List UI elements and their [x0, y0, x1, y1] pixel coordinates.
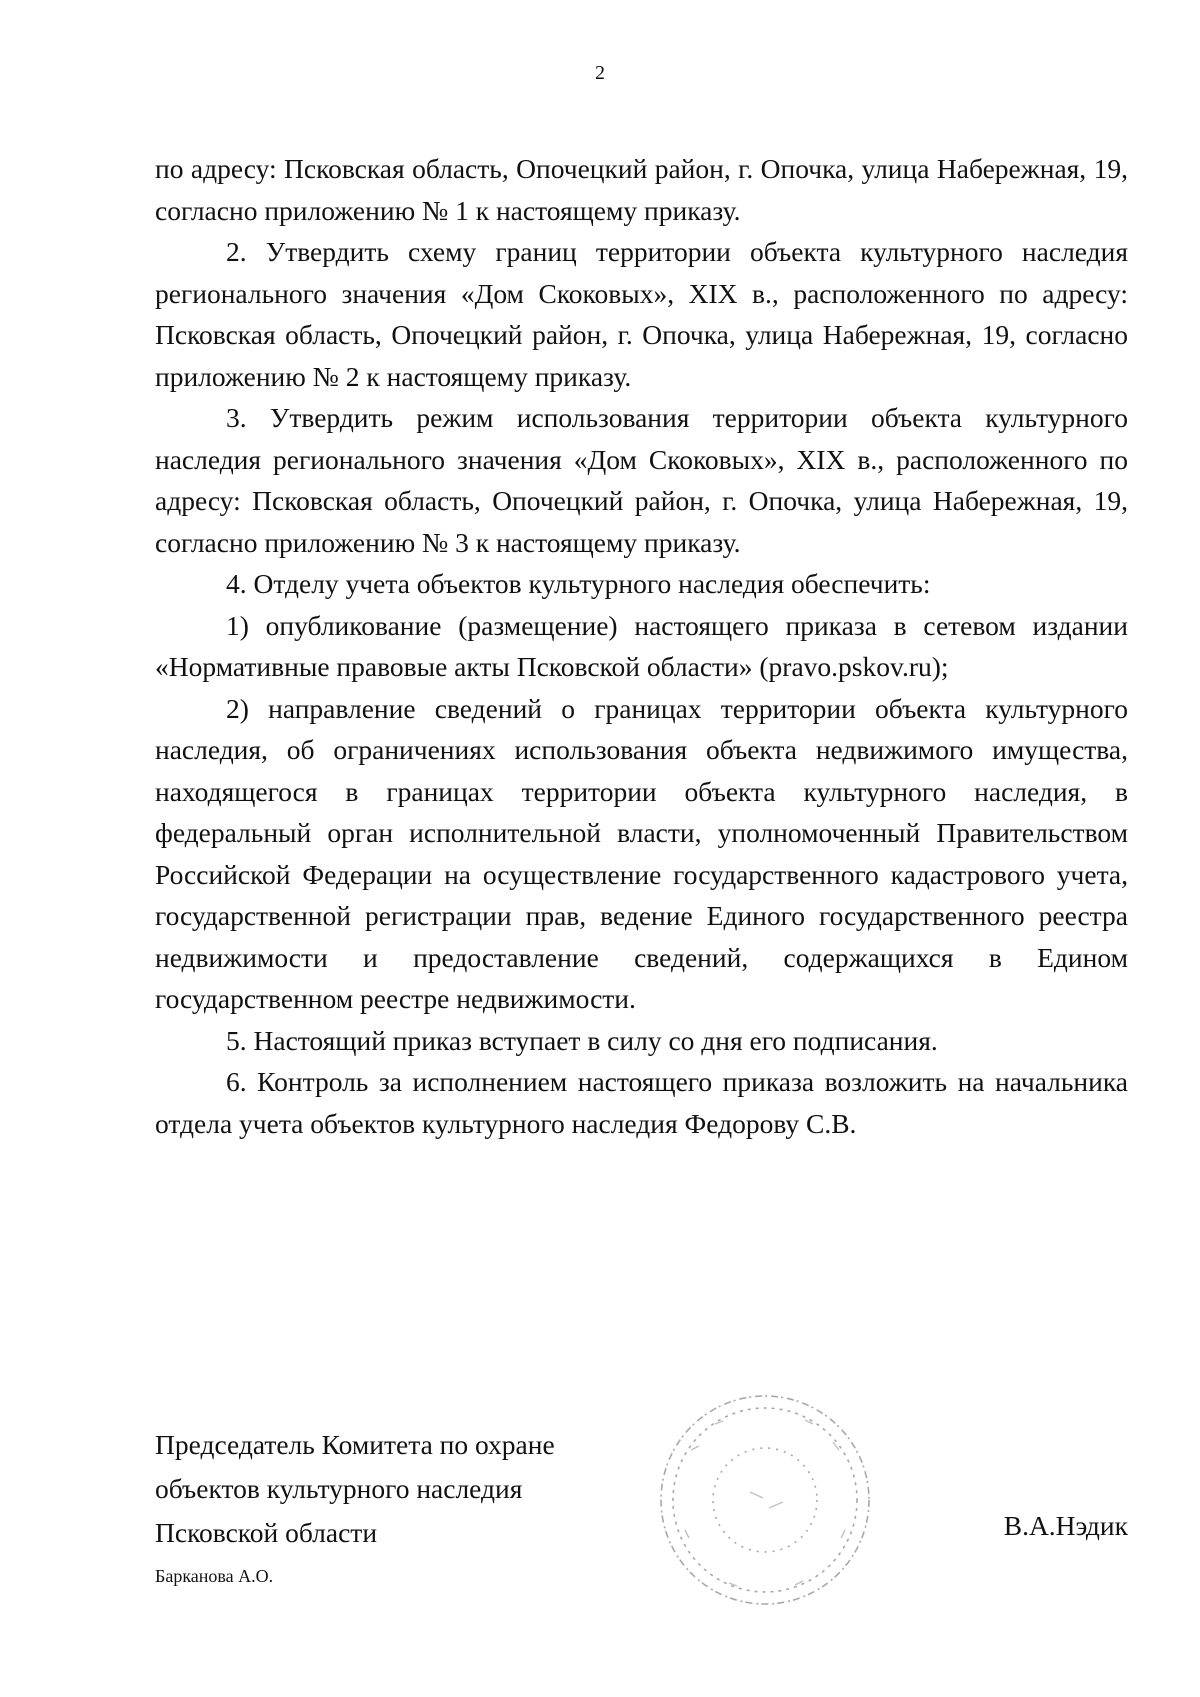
document-body [155, 148, 1128, 1144]
executor-name: Барканова А.О. [155, 1566, 274, 1586]
paragraph-5: 5. Настоящий приказ вступает в силу со дня его подписания. [226, 1024, 938, 1056]
signature-position-line-2: объектов культурного наследия [155, 1473, 523, 1504]
paragraph-4-1: 1) опубликование (размещение) настоящего приказа в сетевом издании «Нормативные правовые акты Псковской области» (pravo.pskov.ru); [155, 609, 1128, 682]
signature-position-line-1: Председатель Комитета по охране [155, 1429, 555, 1460]
paragraph-6: 6. Контроль за исполнением настоящего приказа возложить на начальника отдела учета объектов культурного наследия Федорову С.В. [155, 1066, 1128, 1139]
round-seal-stamp-icon [645, 1380, 885, 1620]
paragraph-4: 4. Отделу учета объектов культурного наследия обеспечить: [226, 568, 931, 599]
paragraph-3: 3. Утвердить режим использования территории объекта культурного наследия регионального значения «Дом Скоковых», XIX в., расположенного по адресу: Псковская область, Опочецкий район, г. Опочка, улица Набережная, 19, согласно приложению № 3 к настоящему приказу. [155, 402, 1128, 558]
signature-position [155, 1423, 675, 1555]
page-number: 2 [595, 62, 605, 84]
paragraph-4-2: 2) направление сведений о границах территории объекта культурного наследия, об ограничениях использования объекта недвижимого имущества, находящегося в границах территории объекта культурного наследия, в федеральный орган исполнительной власти, уполномоченный Правительством Российской Федерации на осуществление государственного кадастрового учета, государственной регистрации прав, ведение Единого государственного реестра недвижимости и предоставление сведений, содержащихся в Едином государственном реестре недвижимости. [155, 692, 1128, 1014]
signer-name: В.А.Нэдик [1003, 1510, 1128, 1541]
paragraph-2: 2. Утвердить схему границ территории объекта культурного наследия регионального значения «Дом Скоковых», XIX в., расположенного по адресу: Псковская область, Опочецкий район, г. Опочка, улица Набережная, 19, согласно приложению № 2 к настоящему приказу. [155, 236, 1128, 392]
signature-position-line-3: Псковской области [155, 1517, 378, 1548]
paragraph-1: по адресу: Псковская область, Опочецкий район, г. Опочка, улица Набережная, 19, согласно приложению № 1 к настоящему приказу. [155, 153, 1128, 226]
